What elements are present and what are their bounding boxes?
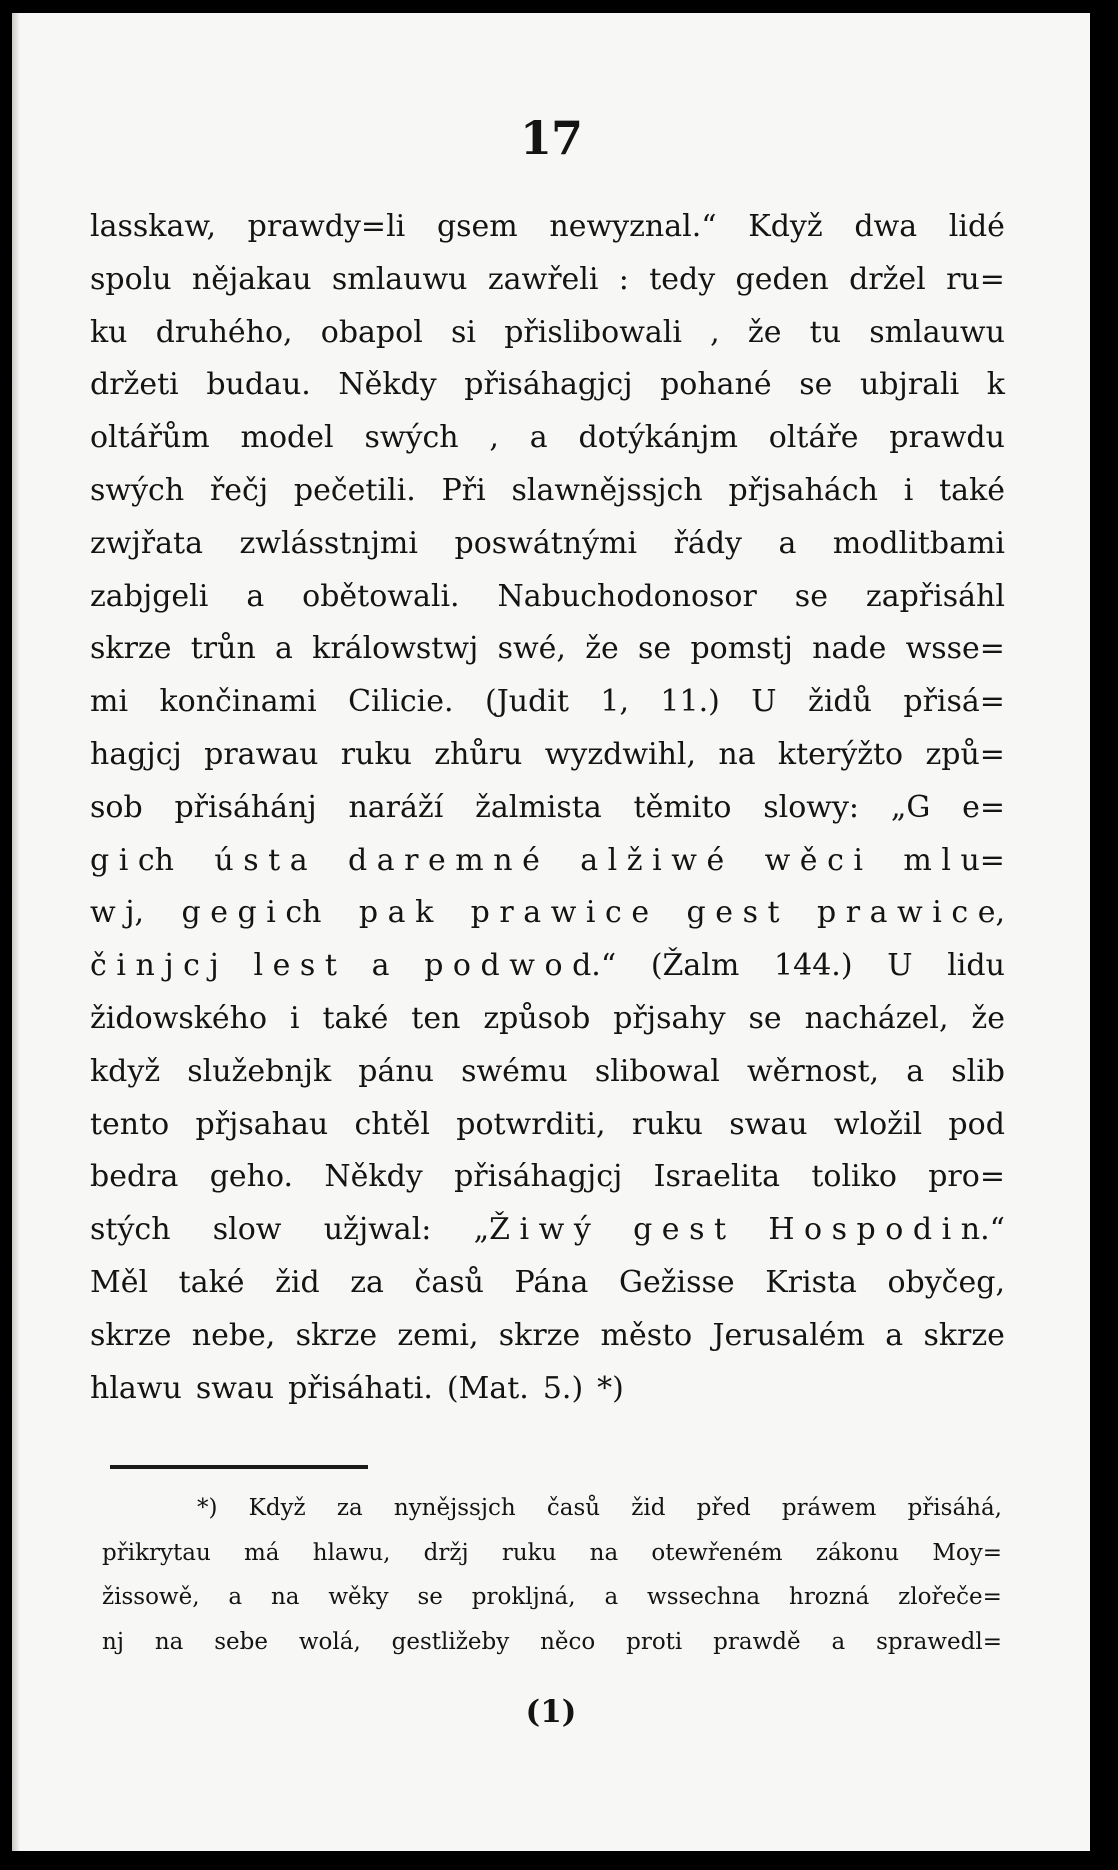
- word: w ě c i: [764, 842, 864, 878]
- word: lasskaw,: [90, 209, 216, 244]
- word: 11.): [660, 684, 720, 720]
- word: řečj: [209, 472, 269, 508]
- word: a: [831, 1628, 846, 1655]
- word: ú s t a: [214, 842, 308, 878]
- footnote-line: [102, 1495, 1002, 1540]
- word: sob: [90, 789, 143, 825]
- word: před: [696, 1495, 751, 1521]
- word: pod: [948, 1106, 1005, 1142]
- word: že: [747, 314, 782, 350]
- word: slowy:: [763, 789, 860, 825]
- word: i: [903, 472, 914, 508]
- word: zhůru: [434, 736, 523, 772]
- word: smlauwu: [331, 261, 468, 297]
- word: U: [887, 948, 913, 984]
- word: že: [971, 1000, 1005, 1036]
- word: přjsahách: [728, 472, 878, 508]
- word: 1,: [600, 684, 629, 720]
- word: (Žalm: [650, 948, 740, 984]
- word: druhého,: [155, 314, 293, 350]
- word: slib: [951, 1053, 1005, 1089]
- word: práwem: [781, 1495, 877, 1521]
- word: proti: [626, 1628, 683, 1655]
- word: *): [597, 1370, 624, 1406]
- word: přislibowali: [504, 314, 682, 350]
- word: oltářům: [90, 420, 210, 456]
- word: nacházel,: [804, 1000, 949, 1036]
- word: žid: [631, 1495, 666, 1521]
- word: 5.): [542, 1370, 584, 1406]
- word: chtěl: [354, 1106, 430, 1142]
- word: skrze: [90, 631, 172, 667]
- word: g e g i ch: [181, 895, 322, 931]
- word: l e s t: [253, 948, 337, 984]
- word: a l ž i w é: [580, 842, 725, 878]
- word: wěrnost,: [746, 1053, 880, 1089]
- word: Při: [441, 472, 486, 508]
- word: nynějssjch: [393, 1495, 516, 1521]
- word: pečetili.: [293, 472, 416, 508]
- word: za: [336, 1495, 363, 1521]
- word: těmito: [633, 789, 732, 825]
- text-line: [90, 1107, 1005, 1160]
- word: tu: [809, 314, 842, 350]
- book-page: [12, 13, 1090, 1851]
- word: také: [178, 1264, 245, 1300]
- word: na: [589, 1539, 619, 1566]
- text-line: [90, 1371, 1005, 1424]
- word: také: [939, 472, 1005, 508]
- word: prawdu: [889, 420, 1005, 456]
- word: držel: [849, 261, 926, 297]
- word: když: [90, 1053, 161, 1089]
- word: wolá,: [298, 1628, 361, 1655]
- signature-mark: (1): [525, 1694, 577, 1730]
- word: p r a w i c e,: [816, 895, 1005, 931]
- word: geho.: [209, 1159, 294, 1195]
- word: město: [600, 1317, 693, 1353]
- word: toliko: [811, 1159, 897, 1195]
- word: p r a w i c e: [470, 895, 650, 931]
- text-line: [90, 737, 1005, 790]
- word: na: [154, 1628, 184, 1655]
- word: pomstj: [690, 631, 793, 667]
- word: přisáhagjcj: [464, 367, 633, 403]
- word: w j,: [90, 895, 145, 931]
- word: nebe,: [191, 1317, 276, 1353]
- word: wsse=: [905, 631, 1005, 667]
- word: se: [638, 631, 672, 667]
- word: g e s t: [633, 1212, 727, 1248]
- word: zemi,: [397, 1317, 479, 1353]
- word: newyznal.“: [549, 209, 717, 244]
- word: Israelita: [653, 1159, 781, 1195]
- word: :: [618, 261, 629, 297]
- word: stých: [90, 1212, 171, 1248]
- word: židowského: [90, 1000, 268, 1036]
- text-line: [90, 579, 1005, 632]
- text-line: [90, 1159, 1005, 1212]
- word: židů: [808, 684, 872, 720]
- word: model: [240, 420, 334, 456]
- text-line: [90, 1318, 1005, 1371]
- word: skrze: [923, 1317, 1005, 1353]
- word: zlořeče=: [898, 1584, 1002, 1610]
- footnote: [102, 1495, 1002, 1673]
- word: ,: [489, 420, 499, 456]
- word: se: [794, 578, 828, 614]
- word: ruku: [340, 736, 412, 772]
- word: 144.): [774, 948, 853, 984]
- word: č i n j c j: [90, 948, 219, 984]
- word: přisáhagjcj: [454, 1159, 623, 1195]
- word: slibowal: [594, 1053, 720, 1089]
- word: „G: [890, 789, 931, 825]
- word: swau: [195, 1370, 275, 1406]
- text-line: [90, 1265, 1005, 1318]
- word: a: [228, 1584, 243, 1610]
- word: končinami: [159, 684, 317, 720]
- word: časů: [546, 1495, 601, 1521]
- page-number: 17: [519, 111, 582, 165]
- word: způsob: [483, 1000, 591, 1036]
- word: g i ch: [90, 842, 174, 878]
- word: otewřeném: [651, 1539, 783, 1566]
- word: na: [718, 736, 756, 772]
- word: za: [350, 1264, 384, 1300]
- word: trůn: [190, 631, 256, 667]
- word: přisá=: [903, 684, 1005, 720]
- word: potwrditi,: [456, 1106, 606, 1142]
- word: Cilicie.: [348, 684, 454, 720]
- text-line: [90, 315, 1005, 368]
- word: Někdy: [338, 367, 437, 403]
- footnote-line: [102, 1629, 1002, 1674]
- word: oltáře: [768, 420, 859, 456]
- word: mi: [90, 684, 129, 720]
- word: Nabuchodonosor: [497, 578, 757, 614]
- word: zwlásstnjmi: [239, 525, 418, 561]
- word: a: [778, 525, 797, 561]
- word: zapřisáhl: [865, 578, 1005, 614]
- word: sprawedl=: [876, 1628, 1002, 1655]
- word: ubjrali: [859, 367, 960, 403]
- word: p o d w o d.“: [424, 948, 617, 984]
- word: na: [270, 1584, 300, 1610]
- text-line: [90, 790, 1005, 843]
- word: geden: [735, 261, 829, 297]
- word: slow: [212, 1212, 282, 1248]
- word: H o s p o d i n.“: [768, 1212, 1005, 1248]
- text-line: [90, 1001, 1005, 1054]
- word: sebe: [214, 1628, 268, 1655]
- word: přisáhá,: [907, 1495, 1002, 1521]
- word: skrze: [295, 1317, 378, 1353]
- word: zwjřata: [90, 525, 203, 561]
- word: naráží: [348, 789, 444, 825]
- word: budau.: [206, 367, 311, 403]
- word: d a r e m n é: [347, 842, 540, 878]
- word: (Mat.: [446, 1370, 529, 1406]
- word: hagjcj: [90, 736, 182, 772]
- footnote-line: [102, 1584, 1002, 1629]
- word: ku: [90, 314, 128, 350]
- word: pro=: [928, 1159, 1005, 1195]
- word: žalmista: [475, 789, 602, 825]
- word: nj: [102, 1628, 124, 1655]
- footnote-line: [102, 1540, 1002, 1585]
- word: k: [986, 367, 1005, 403]
- text-line: [90, 367, 1005, 420]
- word: se: [799, 367, 833, 403]
- word: prawau: [204, 736, 319, 772]
- word: ten: [411, 1000, 461, 1036]
- word: a: [275, 631, 293, 667]
- word: e=: [962, 789, 1005, 825]
- word: modlitbami: [832, 525, 1005, 561]
- word: služebnjk: [187, 1053, 332, 1089]
- word: Když: [248, 1495, 306, 1521]
- word: prawdě: [713, 1628, 801, 1655]
- word: držeti: [90, 367, 179, 403]
- word: gestližeby: [391, 1628, 510, 1655]
- text-line: [90, 209, 1005, 262]
- word: Gežisse: [618, 1264, 735, 1300]
- word: (Judit: [485, 684, 569, 720]
- page-spine-shadow: [12, 13, 20, 1851]
- word: se: [417, 1584, 443, 1610]
- word: swé,: [497, 631, 566, 667]
- word: a: [885, 1317, 904, 1353]
- word: si: [451, 314, 476, 350]
- text-line: [90, 420, 1005, 473]
- word: také: [322, 1000, 389, 1036]
- word: swých: [90, 472, 185, 508]
- word: a: [529, 420, 548, 456]
- word: ru=: [946, 261, 1005, 297]
- word: tedy: [649, 261, 716, 297]
- word: Jerusalém: [712, 1317, 866, 1353]
- word: poswátnými: [454, 525, 638, 561]
- word: Moy=: [932, 1539, 1002, 1566]
- word: lidé: [948, 209, 1005, 244]
- word: skrze: [498, 1317, 581, 1353]
- word: ruku: [631, 1106, 703, 1142]
- word: způ=: [925, 736, 1005, 772]
- text-line: [90, 473, 1005, 526]
- word: Krista: [765, 1264, 857, 1300]
- word: zabjgeli: [90, 578, 209, 614]
- word: swých: [364, 420, 459, 456]
- word: přjsahau: [195, 1106, 329, 1142]
- word: wěky: [328, 1584, 389, 1610]
- word: a: [371, 948, 390, 984]
- word: prokljná,: [471, 1584, 576, 1610]
- word: dotýkánjm: [578, 420, 738, 456]
- word: U: [751, 684, 777, 720]
- text-line: [90, 1054, 1005, 1107]
- word: p a k: [358, 895, 434, 931]
- word: obapol: [320, 314, 423, 350]
- text-line: [90, 262, 1005, 315]
- word: bedra: [90, 1159, 179, 1195]
- word: „Ž i w ý: [473, 1212, 591, 1248]
- word: Když: [748, 209, 823, 244]
- word: dwa: [854, 209, 918, 244]
- word: užjwal:: [323, 1212, 432, 1248]
- word: se: [748, 1000, 782, 1036]
- word: přjsahy: [613, 1000, 726, 1036]
- word: Pána: [514, 1264, 589, 1300]
- word: skrze: [90, 1317, 172, 1353]
- word: obětowali.: [302, 578, 460, 614]
- text-line: [90, 631, 1005, 684]
- word: králowstwj: [312, 631, 479, 667]
- word: tento: [90, 1106, 170, 1142]
- word: swému: [461, 1053, 568, 1089]
- word: nějakau: [191, 261, 312, 297]
- word: přisáhánj: [174, 789, 317, 825]
- text-line: [90, 843, 1005, 896]
- word: smlauwu: [869, 314, 1005, 350]
- word: a: [906, 1053, 925, 1089]
- word: pohané: [660, 367, 772, 403]
- text-line: [90, 895, 1005, 948]
- body-text: [90, 209, 1005, 1423]
- word: časů: [414, 1264, 484, 1300]
- text-line: [90, 526, 1005, 579]
- word: zákonu: [815, 1539, 900, 1566]
- word: hrozná: [789, 1584, 870, 1610]
- word: wyzdwihl,: [544, 736, 697, 772]
- text-line: [90, 948, 1005, 1001]
- word: Někdy: [324, 1159, 423, 1195]
- word: a: [246, 578, 265, 614]
- word: zawřeli: [487, 261, 599, 297]
- word: ,: [710, 314, 720, 350]
- word: hlawu: [90, 1370, 182, 1406]
- text-line: [90, 1212, 1005, 1265]
- word: wssechna: [647, 1584, 761, 1610]
- word: m l u=: [903, 842, 1005, 878]
- word: slawnějssjch: [511, 472, 703, 508]
- word: a: [604, 1584, 619, 1610]
- word: wložil: [833, 1106, 923, 1142]
- word: má: [244, 1539, 280, 1566]
- word: obyčeg,: [887, 1264, 1005, 1300]
- word: držj: [423, 1539, 469, 1566]
- word: kterýžto: [777, 736, 904, 772]
- word: hlawu,: [312, 1539, 391, 1566]
- text-line: [90, 684, 1005, 737]
- word: swau: [729, 1106, 808, 1142]
- word: Měl: [90, 1264, 149, 1300]
- word: i: [289, 1000, 300, 1036]
- word: g e s t: [686, 895, 780, 931]
- word: ruku: [501, 1539, 557, 1566]
- word: žid: [275, 1264, 320, 1300]
- word: přisáhati.: [288, 1370, 433, 1406]
- word: něco: [540, 1628, 596, 1655]
- word: že: [585, 631, 619, 667]
- word: *): [197, 1495, 218, 1521]
- word: řády: [673, 525, 742, 561]
- word: žissowě,: [102, 1584, 200, 1610]
- word: pánu: [358, 1053, 434, 1089]
- footnote-rule: [110, 1465, 368, 1469]
- word: přikrytau: [102, 1539, 211, 1566]
- word: spolu: [90, 261, 172, 297]
- word: gsem: [436, 209, 518, 244]
- word: nade: [812, 631, 887, 667]
- word: prawdy=li: [247, 209, 406, 244]
- word: lidu: [947, 948, 1005, 984]
